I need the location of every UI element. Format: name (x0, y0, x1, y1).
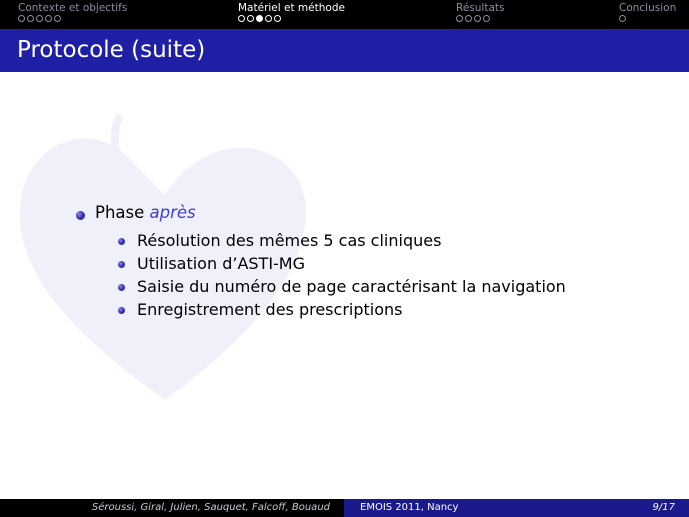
item-emphasis: après (149, 203, 196, 222)
nav-section-label: Matériel et méthode (238, 2, 345, 14)
sub-bullet-icon (118, 284, 125, 291)
subitem: Utilisation d’ASTI-MG (137, 254, 306, 273)
subitem: Saisie du numéro de page caractérisant la navigation (137, 277, 566, 296)
subitem: Résolution des mêmes 5 cas cliniques (137, 231, 442, 250)
page-number: 9/17 (652, 502, 675, 513)
slide-title: Protocole (suite) (17, 37, 206, 63)
nav-section-label: Conclusion (619, 2, 677, 14)
bullet-icon (76, 211, 85, 220)
nav-section-label: Contexte et objectifs (18, 2, 128, 14)
subitem: Enregistrement des prescriptions (137, 300, 403, 319)
item-phase (95, 203, 196, 222)
sub-bullet-icon (118, 307, 125, 314)
footer-authors: Séroussi, Giral, Julien, Sauquet, Falcoff, Bouaud (91, 502, 330, 513)
sub-bullet-icon (118, 238, 125, 245)
nav-section-label: Résultats (456, 2, 505, 14)
sub-bullet-icon (118, 261, 125, 268)
item-prefix: Phase (95, 203, 145, 222)
conference-label: EMOIS 2011, Nancy (360, 502, 459, 513)
footer-conference (344, 499, 689, 517)
footer (0, 499, 689, 517)
